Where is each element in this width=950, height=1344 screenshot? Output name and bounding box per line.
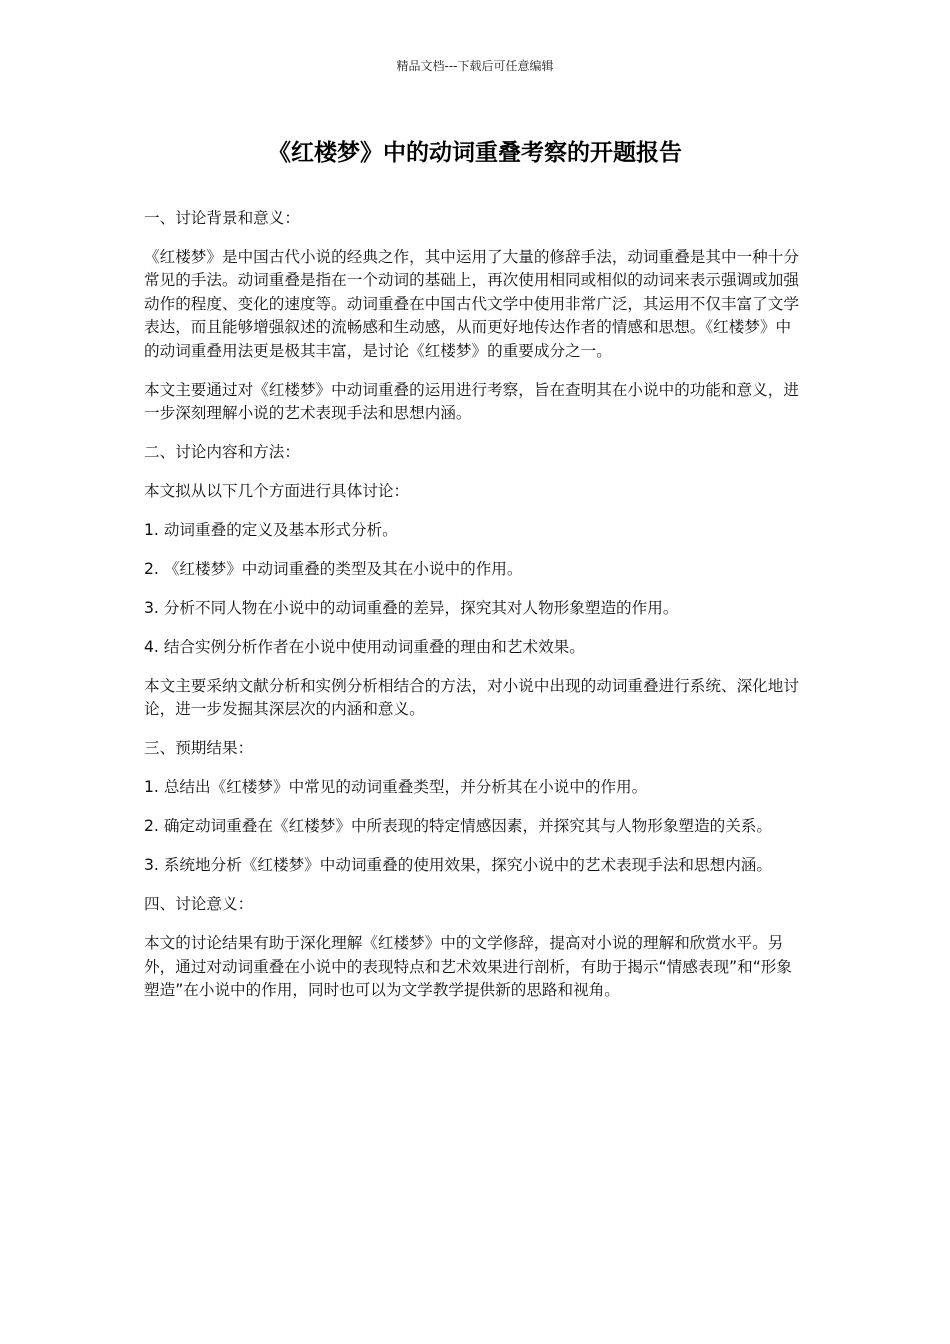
page-header <box>0 57 950 75</box>
list-item-result-3: 3. 系统地分析《红楼梦》中动词重叠的使用效果，探究小说中的艺术表现手法和思想内涵。 <box>144 856 772 875</box>
list-item-content-2: 2. 《红楼梦》中动词重叠的类型及其在小说中的作用。 <box>144 560 523 579</box>
document-title: 《红楼梦》中的动词重叠考察的开题报告 <box>268 140 682 166</box>
list-item-content-1: 1. 动词重叠的定义及基本形式分析。 <box>144 521 398 540</box>
paragraph-background: 《红楼梦》是中国古代小说的经典之作，其中运用了大量的修辞手法，动词重叠是其中一种十分常见的手法。动词重叠是指在一个动词的基础上，再次使用相同或相似的动词来表示强调或加强动作的程度、变化的速度等。动词重叠在中国古代文学中使用非常广泛，其运用不仅丰富了文学表达，而且能够增强叙述的流畅感和生动感，从而更好地传达作者的情感和思想。《红楼梦》中的动词重叠用法更是极其丰富，是讨论《红楼梦》的重要成分之一。 <box>144 248 799 360</box>
list-item-content-4: 4. 结合实例分析作者在小说中使用动词重叠的理由和艺术效果。 <box>144 638 585 657</box>
section-heading-significance: 四、讨论意义： <box>144 895 254 914</box>
paragraph-method: 本文主要采纳文献分析和实例分析相结合的方法，对小说中出现的动词重叠进行系统、深化地讨论，进一步发掘其深层次的内涵和意义。 <box>144 677 799 719</box>
paragraph-significance: 本文的讨论结果有助于深化理解《红楼梦》中的文学修辞，提高对小说的理解和欣赏水平。另外，通过对动词重叠在小说中的表现特点和艺术效果进行剖析，有助于揭示“情感表现”和“形象塑造”在小说中的作用，同时也可以为文学教学提供新的思路和视角。 <box>144 934 792 1000</box>
section-heading-expected-results: 三、预期结果： <box>144 739 254 758</box>
section-heading-background: 一、讨论背景和意义： <box>144 209 300 227</box>
document-body <box>144 207 806 1018</box>
list-item-result-2: 2. 确定动词重叠在《红楼梦》中所表现的特定情感因素，并探究其与人物形象塑造的关系。 <box>144 817 772 836</box>
paragraph-intro-list: 本文拟从以下几个方面进行具体讨论： <box>144 482 410 501</box>
list-item-content-3: 3. 分析不同人物在小说中的动词重叠的差异，探究其对人物形象塑造的作用。 <box>144 599 679 618</box>
list-item-result-1: 1. 总结出《红楼梦》中常见的动词重叠类型，并分析其在小说中的作用。 <box>144 778 648 797</box>
paragraph-purpose: 本文主要通过对《红楼梦》中动词重叠的运用进行考察，旨在查明其在小说中的功能和意义，进一步深刻理解小说的艺术表现手法和思想内涵。 <box>144 380 799 423</box>
section-heading-content-method: 二、讨论内容和方法： <box>144 443 300 462</box>
header-watermark-text: 精品文档---下载后可任意编辑 <box>396 59 554 73</box>
